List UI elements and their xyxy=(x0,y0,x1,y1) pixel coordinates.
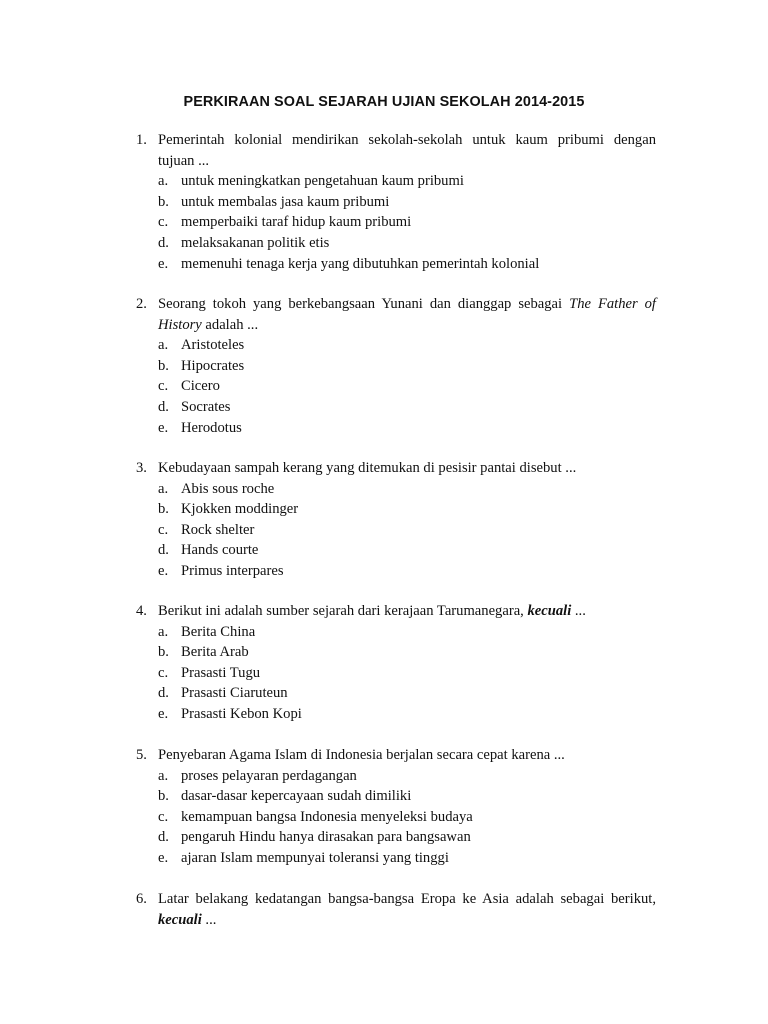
option-d xyxy=(136,397,656,418)
question-2 xyxy=(136,294,656,438)
option-e xyxy=(136,561,656,582)
option-letter: b. xyxy=(158,644,169,661)
option-e xyxy=(136,848,656,869)
question-text-plain: Berikut ini adalah sumber sejarah dari kerajaan Tarumanegara, xyxy=(158,603,528,619)
question-3 xyxy=(136,458,656,582)
option-text: Prasasti Kebon Kopi xyxy=(181,705,302,722)
option-text: dasar-dasar kepercayaan sudah dimiliki xyxy=(181,788,412,805)
question-text: Kebudayaan sampah kerang yang ditemukan di pesisir pantai disebut ... xyxy=(158,460,577,476)
option-list xyxy=(136,622,656,725)
option-text: memenuhi tenaga kerja yang dibutuhkan pemerintah kolonial xyxy=(181,255,540,272)
question-1 xyxy=(136,130,656,274)
option-c xyxy=(136,376,656,397)
option-letter: a. xyxy=(158,173,169,190)
option-letter: b. xyxy=(158,788,169,805)
option-letter: e. xyxy=(158,419,169,436)
option-text: untuk membalas jasa kaum pribumi xyxy=(181,193,390,210)
option-list xyxy=(136,766,656,869)
question-4 xyxy=(136,601,656,725)
option-c xyxy=(136,212,656,233)
question-number: 6. xyxy=(136,891,147,907)
question-text xyxy=(158,294,656,335)
option-letter: d. xyxy=(158,398,169,415)
option-letter: c. xyxy=(158,664,169,681)
option-letter: c. xyxy=(158,521,169,538)
option-e xyxy=(136,704,656,725)
option-c xyxy=(136,663,656,684)
question-number: 5. xyxy=(136,747,147,763)
question-text-tail: ... xyxy=(571,603,586,619)
option-text: melaksakanan politik etis xyxy=(181,234,330,251)
option-text: kemampuan bangsa Indonesia menyeleksi budaya xyxy=(181,808,473,825)
question-text-plain: Seorang tokoh yang berkebangsaan Yunani dan dianggap sebagai xyxy=(158,296,570,312)
option-letter: b. xyxy=(158,193,169,210)
option-letter: d. xyxy=(158,542,169,559)
option-text: Berita Arab xyxy=(181,644,249,661)
option-a xyxy=(136,766,656,787)
option-text: untuk meningkatkan pengetahuan kaum pribumi xyxy=(181,173,464,190)
option-letter: e. xyxy=(158,705,169,722)
option-letter: d. xyxy=(158,829,169,846)
option-c xyxy=(136,520,656,541)
option-text: Hands courte xyxy=(181,542,259,559)
option-text: Hipocrates xyxy=(181,357,245,374)
option-text: Kjokken moddinger xyxy=(181,501,299,518)
question-number: 3. xyxy=(136,460,147,476)
question-text-emphasis: kecuali xyxy=(527,603,572,619)
option-letter: c. xyxy=(158,378,169,395)
question-5 xyxy=(136,745,656,869)
option-letter: b. xyxy=(158,501,169,518)
question-text-emphasis: kecuali xyxy=(158,911,202,928)
question-number: 1. xyxy=(136,132,147,148)
option-text: proses pelayaran perdagangan xyxy=(181,767,357,784)
option-d xyxy=(136,827,656,848)
option-a xyxy=(136,479,656,500)
option-b xyxy=(136,356,656,377)
option-text: Herodotus xyxy=(181,419,242,436)
option-text: memperbaiki taraf hidup kaum pribumi xyxy=(181,214,412,231)
option-text: Prasasti Ciaruteun xyxy=(181,685,288,702)
option-b xyxy=(136,192,656,213)
option-text: Berita China xyxy=(181,623,256,640)
option-text: pengaruh Hindu hanya dirasakan para bangsawan xyxy=(181,829,471,846)
option-d xyxy=(136,683,656,704)
option-letter: c. xyxy=(158,808,169,825)
option-d xyxy=(136,540,656,561)
question-6 xyxy=(136,889,656,930)
option-e xyxy=(136,254,656,275)
option-a xyxy=(136,335,656,356)
option-a xyxy=(136,622,656,643)
question-text-line-2 xyxy=(158,910,656,931)
option-e xyxy=(136,418,656,439)
question-text-line-1: Pemerintah kolonial mendirikan sekolah-sekolah untuk kaum pribumi dengan xyxy=(158,132,656,148)
question-text-line-1 xyxy=(158,294,656,315)
option-letter: a. xyxy=(158,337,169,354)
question-text: Penyebaran Agama Islam di Indonesia berjalan secara cepat karena ... xyxy=(158,747,565,763)
option-text: Primus interpares xyxy=(181,562,284,579)
option-letter: a. xyxy=(158,480,169,497)
question-text-line-1: Latar belakang kedatangan bangsa-bangsa Eropa ke Asia adalah sebagai berikut, xyxy=(158,891,656,907)
question-text xyxy=(158,601,656,622)
option-a xyxy=(136,171,656,192)
option-text: Cicero xyxy=(181,378,220,395)
question-text-plain: adalah ... xyxy=(201,316,259,333)
question-text xyxy=(158,889,656,930)
question-text-line-2: tujuan ... xyxy=(158,152,210,169)
option-list xyxy=(136,479,656,582)
option-letter: a. xyxy=(158,623,169,640)
option-b xyxy=(136,786,656,807)
question-text-line-2 xyxy=(158,315,656,336)
option-letter: d. xyxy=(158,234,169,251)
option-letter: a. xyxy=(158,767,169,784)
option-text: Socrates xyxy=(181,398,231,415)
option-text: Aristoteles xyxy=(181,337,245,354)
option-text: Abis sous roche xyxy=(181,480,275,497)
option-text: ajaran Islam mempunyai toleransi yang tinggi xyxy=(181,849,449,866)
option-letter: b. xyxy=(158,357,169,374)
option-letter: c. xyxy=(158,214,169,231)
question-number: 2. xyxy=(136,296,147,312)
document-title: PERKIRAAN SOAL SEJARAH UJIAN SEKOLAH 2014-2015 xyxy=(183,94,585,110)
question-text-italic: The Father of xyxy=(569,296,656,312)
option-d xyxy=(136,233,656,254)
option-letter: e. xyxy=(158,562,169,579)
question-number: 4. xyxy=(136,603,147,619)
option-c xyxy=(136,807,656,828)
option-letter: e. xyxy=(158,849,169,866)
question-text xyxy=(158,130,656,171)
option-b xyxy=(136,642,656,663)
option-list xyxy=(136,335,656,438)
option-letter: d. xyxy=(158,685,169,702)
option-text: Rock shelter xyxy=(181,521,255,538)
question-text-tail: ... xyxy=(201,911,217,928)
option-list xyxy=(136,171,656,274)
option-b xyxy=(136,499,656,520)
option-text: Prasasti Tugu xyxy=(181,664,261,681)
question-text-italic: History xyxy=(158,316,202,333)
option-letter: e. xyxy=(158,255,169,272)
